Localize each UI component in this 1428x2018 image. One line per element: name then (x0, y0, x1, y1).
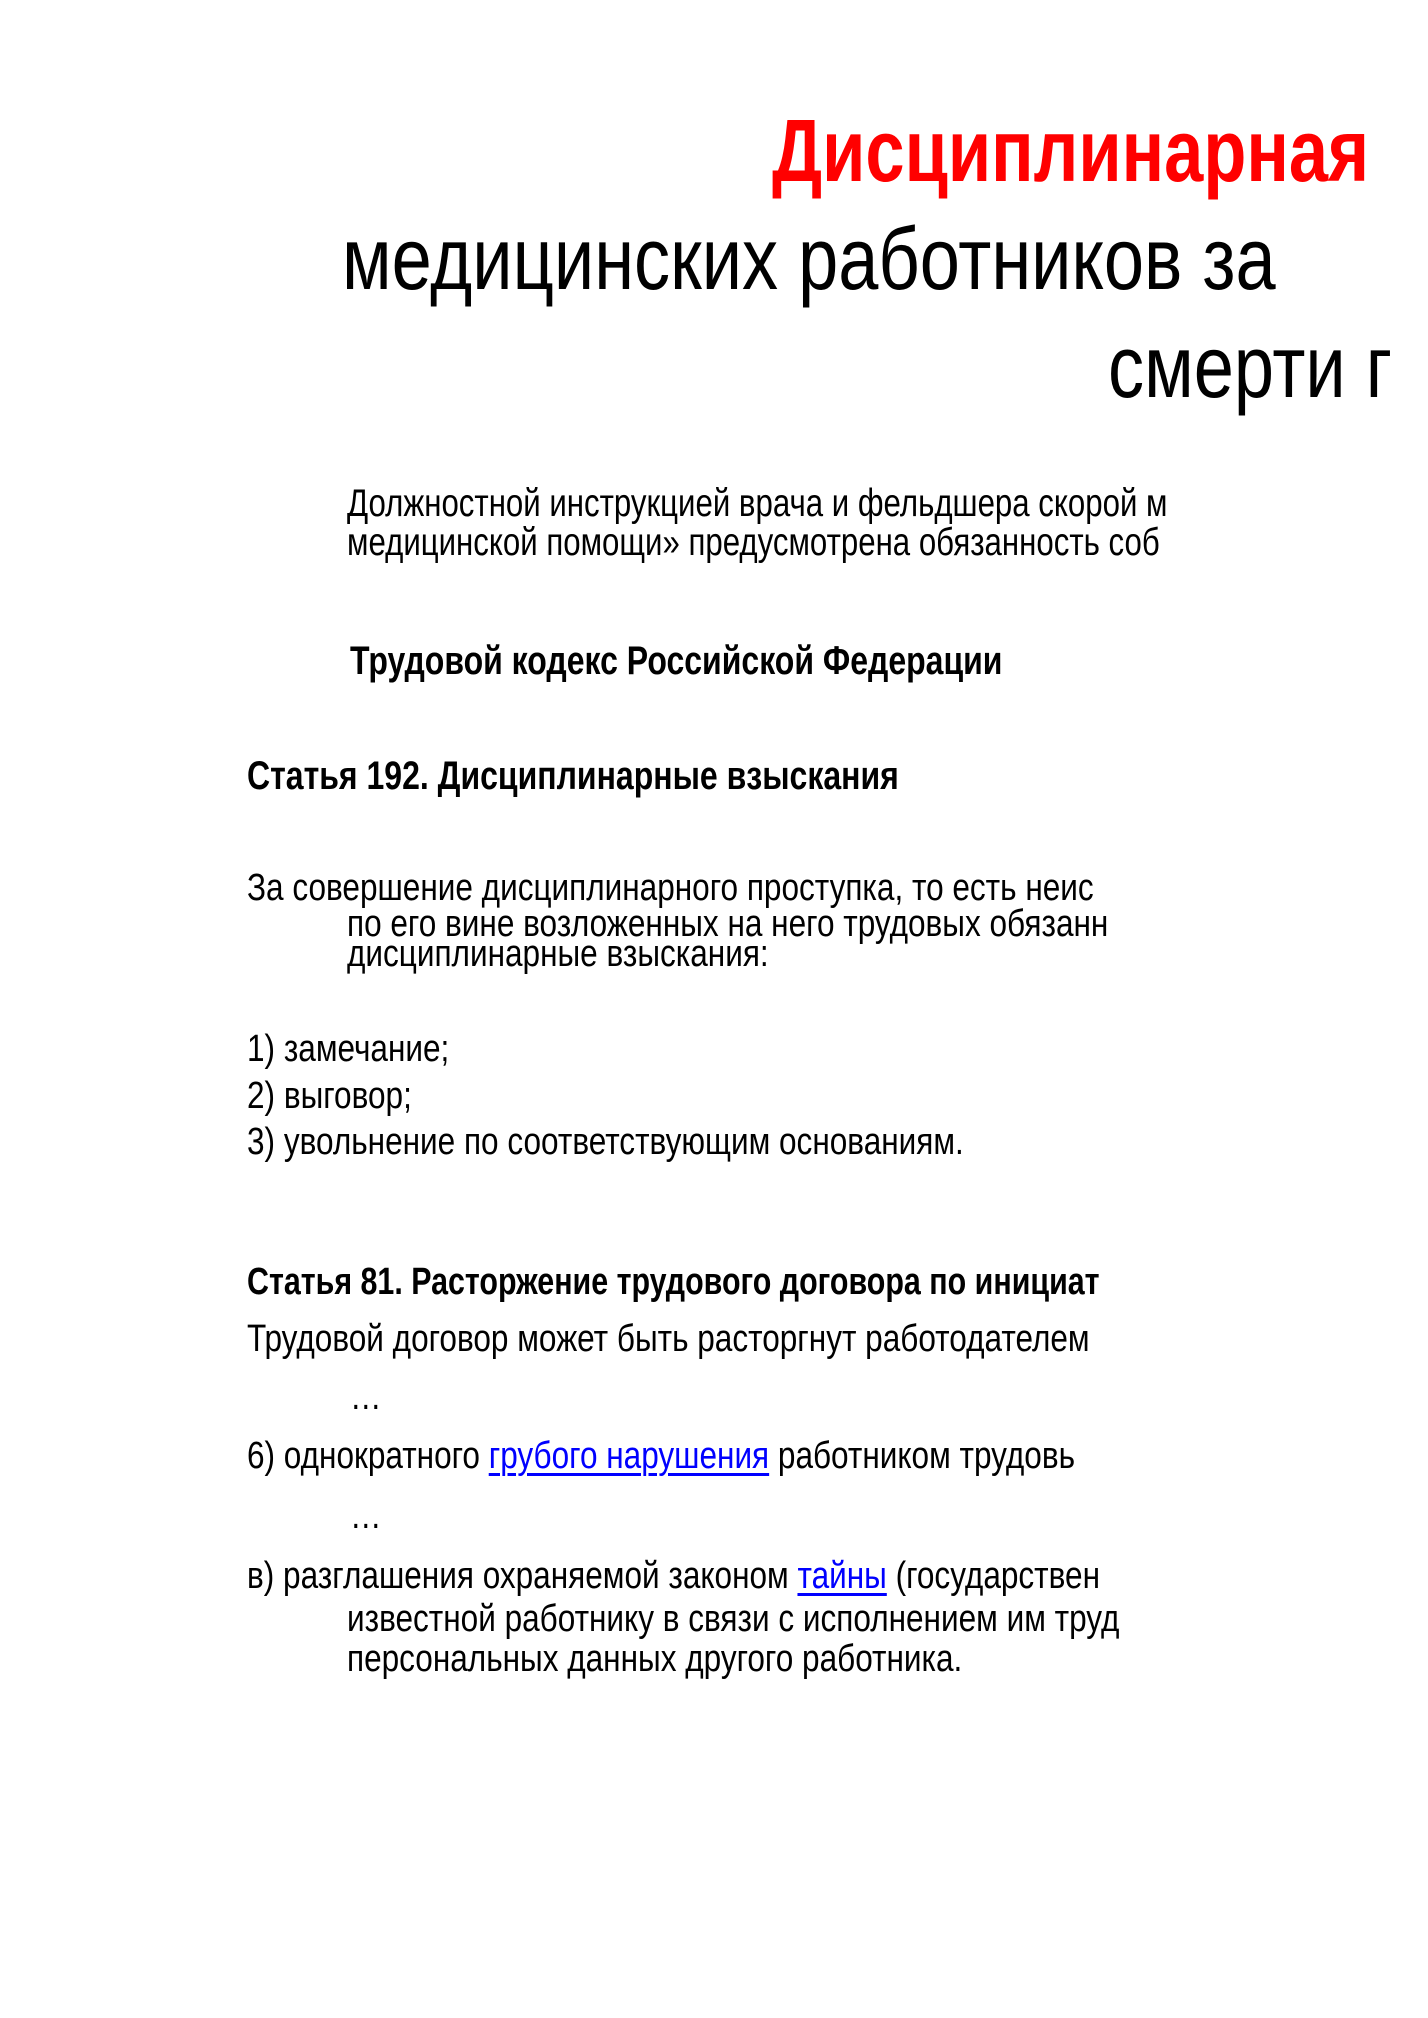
item-6-suffix: работником трудовь (769, 1435, 1076, 1477)
item-6-prefix: 6) однократного (247, 1435, 489, 1477)
slide-title-line-2: медицинских работников за (342, 209, 1276, 308)
article-81-item-6 (247, 1437, 1075, 1475)
secret-link[interactable]: тайны (797, 1555, 887, 1597)
penalty-item-text: замечание; (283, 1028, 450, 1070)
article-192-para-line-1: За совершение дисциплинарного проступка, то есть неис (247, 867, 1094, 909)
article-192-para-line-2: по его вине возложенных на него трудовых обязанн (347, 903, 1109, 945)
gross-violation-link[interactable]: грубого нарушения (488, 1435, 770, 1477)
penalty-item-text: выговор; (283, 1075, 412, 1117)
item-v-prefix: в) разглашения охраняемой законом (247, 1555, 798, 1597)
ellipsis-1: … (350, 1376, 382, 1418)
intro-line-2: медицинской помощи» предусмотрена обязанность соб (347, 521, 1160, 564)
article-81-heading: Статья 81. Расторжение трудового договора по инициат (247, 1261, 1100, 1303)
intro-line-1: Должностной инструкцией врача и фельдшера скорой м (347, 482, 1168, 525)
penalty-item-marker: 3) (247, 1121, 276, 1163)
slide-title-line-3: смерти г (1108, 317, 1393, 416)
penalty-item (247, 1077, 412, 1115)
item-v-suffix: (государствен (886, 1555, 1100, 1597)
article-81-item-v (247, 1557, 1100, 1595)
penalty-item-marker: 2) (247, 1075, 276, 1117)
article-192-heading: Статья 192. Дисциплинарные взыскания (247, 754, 899, 798)
ellipsis-2: … (350, 1495, 382, 1537)
item-v-line-2: известной работнику в связи с исполнением им труд (347, 1598, 1120, 1640)
penalty-item (247, 1030, 449, 1068)
labour-code-heading: Трудовой кодекс Российской Федерации (350, 639, 1003, 683)
penalty-item-text: увольнение по соответствующим основаниям. (283, 1121, 964, 1163)
item-v-line-3: персональных данных другого работника. (347, 1638, 963, 1680)
penalty-item-marker: 1) (247, 1028, 276, 1070)
article-81-intro: Трудовой договор может быть расторгнут работодателем (247, 1318, 1090, 1360)
article-192-para-line-3: дисциплинарные взыскания: (347, 933, 769, 975)
penalty-item (247, 1123, 964, 1161)
slide-title-red: Дисциплинарная (772, 101, 1370, 200)
